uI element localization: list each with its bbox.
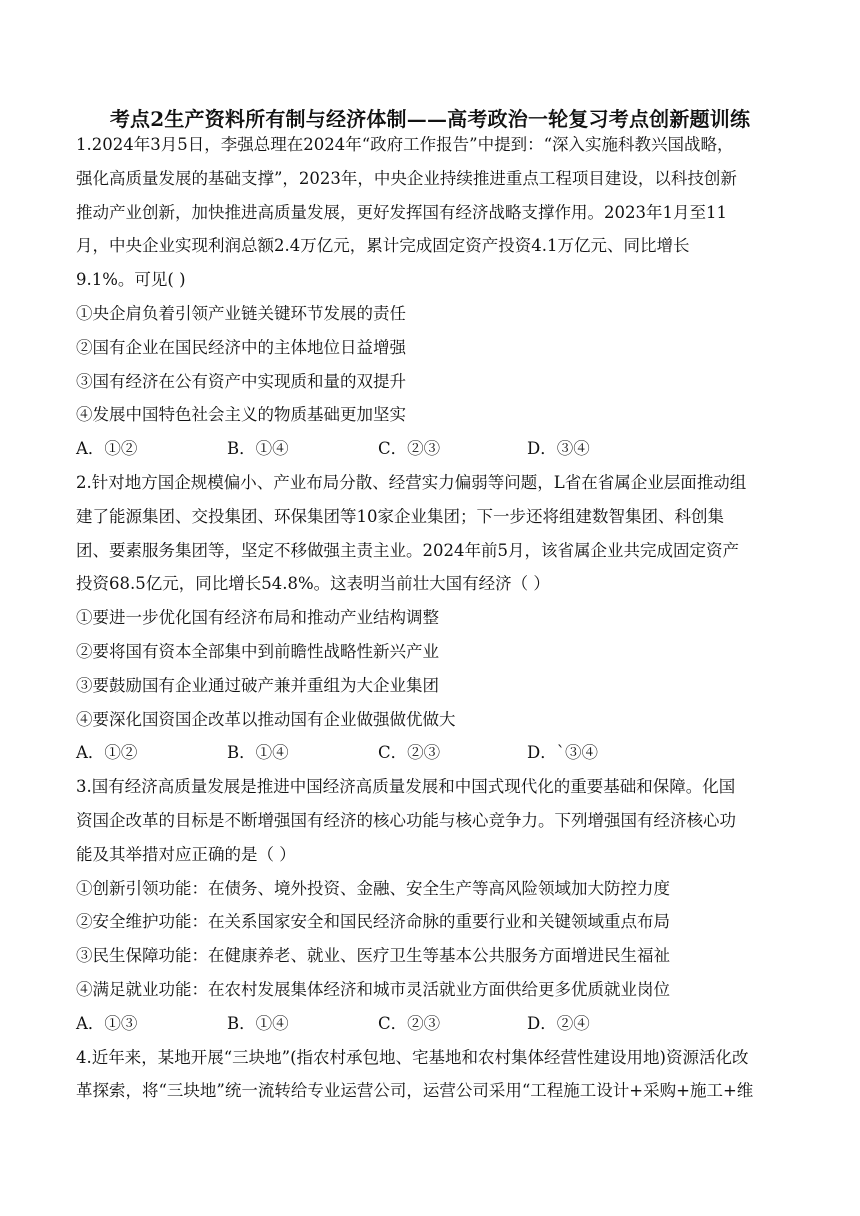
option-a: A．①② — [76, 439, 138, 459]
statement-item: ②安全维护功能：在关系国家安全和国民经济命脉的重要行业和关键领域重点布局 — [76, 912, 670, 932]
question-2 — [76, 466, 782, 770]
question-stem-line: 革探索，将“三块地”统一流转给专业运营公司，运营公司采用“工程施工设计+采购+施工+维 — [76, 1081, 754, 1101]
statement-item: ③要鼓励国有企业通过破产兼并重组为大企业集团 — [76, 675, 439, 695]
question-list — [76, 128, 782, 1108]
statement-item: ①创新引领功能：在债务、境外投资、金融、安全生产等高风险领域加大防控力度 — [76, 878, 670, 898]
document-title: 考点2生产资料所有制与经济体制——高考政治一轮复习考点创新题训练 — [109, 107, 751, 131]
question-stem-line: 推动产业创新，加快推进高质量发展，更好发挥国有经济战略支撑作用。2023年1月至11 — [76, 202, 727, 222]
answer-options — [76, 736, 782, 770]
option-c: C．②③ — [378, 743, 441, 763]
statement-item: ③民生保障功能：在健康养老、就业、医疗卫生等基本公共服务方面增进民生福祉 — [76, 946, 670, 966]
question-1 — [76, 128, 782, 466]
option-c: C．②③ — [378, 1013, 441, 1033]
option-a: A．①② — [76, 743, 138, 763]
option-d: D．`③④ — [527, 743, 598, 763]
statement-item: ①央企肩负着引领产业链关键环节发展的责任 — [76, 303, 406, 323]
statement-item: ②国有企业在国民经济中的主体地位日益增强 — [76, 337, 406, 357]
statement-item: ③国有经济在公有资产中实现质和量的双提升 — [76, 371, 406, 391]
question-stem-line: 2.针对地方国企规模偏小、产业布局分散、经营实力偏弱等问题，L省在省属企业层面推动组 — [76, 472, 747, 492]
question-stem-line: 投资68.5亿元，同比增长54.8%。这表明当前壮大国有经济（ ） — [76, 574, 550, 594]
question-stem-line: 团、要素服务集团等，坚定不移做强主责主业。2024年前5月，该省属企业共完成固定资产 — [76, 540, 739, 560]
option-b: B．①④ — [227, 1013, 289, 1033]
option-b: B．①④ — [227, 439, 289, 459]
question-stem-line: 1.2024年3月5日，李强总理在2024年“政府工作报告”中提到：“深入实施科教兴国战略， — [76, 135, 734, 154]
question-stem-line: 能及其举措对应正确的是（ ） — [76, 844, 296, 864]
statement-item: ②要将国有资本全部集中到前瞻性战略性新兴产业 — [76, 641, 439, 661]
option-d: D．③④ — [527, 439, 590, 459]
statement-item: ④发展中国特色社会主义的物质基础更加坚实 — [76, 405, 406, 425]
question-stem-line: 4.近年来，某地开展“三块地”(指农村承包地、宅基地和农村集体经营性建设用地)资源活化改 — [76, 1047, 749, 1067]
question-stem-line: 强化高质量发展的基础支撑”，2023年，中央企业持续推进重点工程项目建设，以科技创新 — [76, 168, 737, 188]
question-stem-line: 月，中央企业实现利润总额2.4万亿元，累计完成固定资产投资4.1万亿元、同比增长 — [76, 236, 690, 256]
answer-options — [76, 432, 782, 466]
question-stem-line: 9.1%。可见( ) — [76, 270, 186, 290]
question-stem-line: 3.国有经济高质量发展是推进中国经济高质量发展和中国式现代化的重要基础和保障。化国 — [76, 777, 736, 797]
option-a: A．①③ — [76, 1013, 138, 1033]
question-4 — [76, 1041, 782, 1109]
statement-item: ④要深化国资国企改革以推动国有企业做强做优做大 — [76, 709, 456, 729]
option-b: B．①④ — [227, 743, 289, 763]
statement-item: ④满足就业功能：在农村发展集体经济和城市灵活就业方面供给更多优质就业岗位 — [76, 979, 670, 999]
option-d: D．②④ — [527, 1013, 590, 1033]
option-c: C．②③ — [378, 439, 441, 459]
statement-item: ①要进一步优化国有经济布局和推动产业结构调整 — [76, 608, 439, 628]
answer-options — [76, 1007, 782, 1041]
question-stem-line: 资国企改革的目标是不断增强国有经济的核心功能与核心竞争力。下列增强国有经济核心功 — [76, 810, 736, 830]
question-3 — [76, 770, 782, 1040]
question-stem-line: 建了能源集团、交投集团、环保集团等10家企业集团；下一步还将组建数智集团、科创集 — [76, 506, 724, 526]
